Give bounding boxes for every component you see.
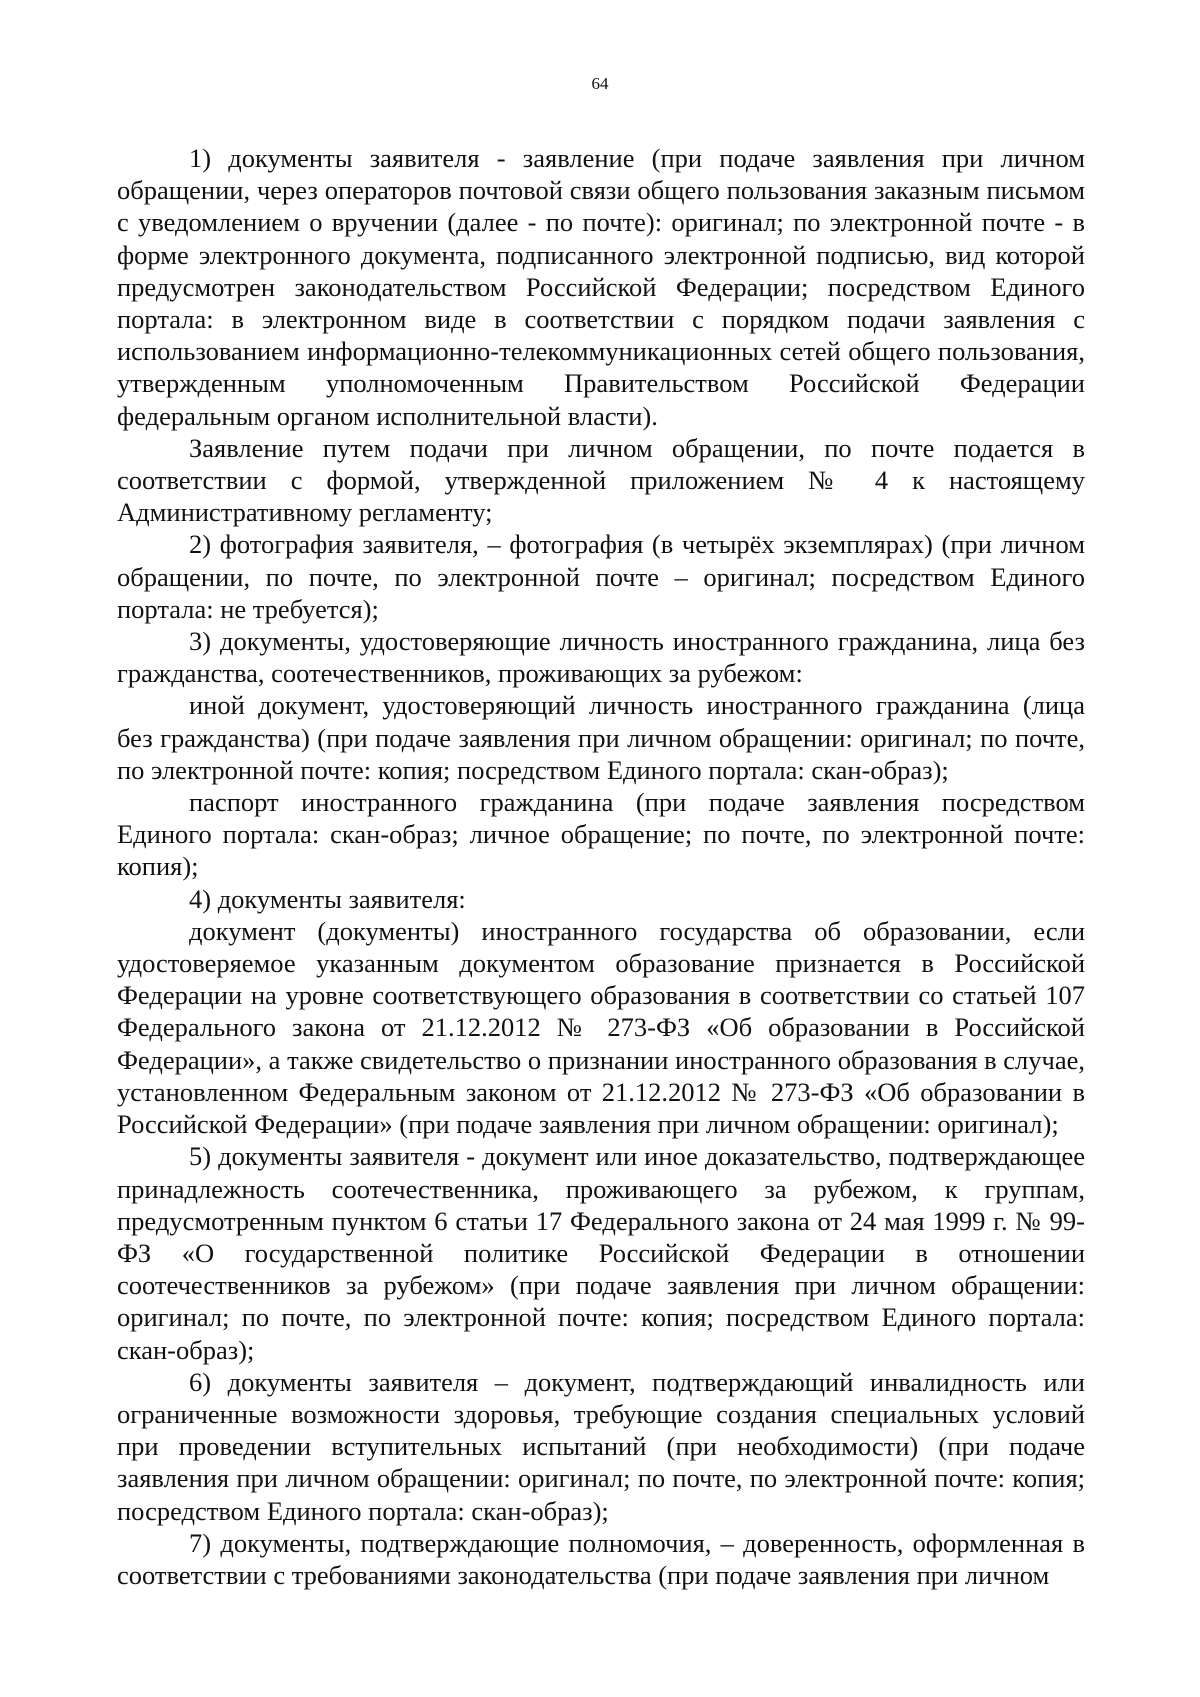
- paragraph-item-7-authority-documents: 7) документы, подтверждающие полномочия, – доверенность, оформленная в соответствии с требованиями законодательства (при подаче заявления при личном: [117, 1527, 1085, 1590]
- paragraph-foreign-passport: паспорт иностранного гражданина (при подаче заявления посредством Единого портала: скан-образ; личное обращение; по почте, по электронной почте: копия);: [117, 787, 1085, 882]
- paragraph-item-1-applicant-documents: 1) документы заявителя - заявление (при подаче заявления при личном обращении, через операторов почтовой связи общего пользования заказным письмом с уведомлением о вручении (далее - по почте): оригинал; по электронной почте - в форме электронного документа, подписанного электронной подписью, вид которой предусмотрен законодательством Российской Федерации; посредством Единого портала: в электронном виде в соответствии с порядком подачи заявления с использованием информационно-телекоммуникационных сетей общего пользования, утвержденным уполномоченным Правительством Российской Федерации федеральным органом исполнительной власти).: [117, 143, 1085, 431]
- paragraph-item-5-compatriot-proof: 5) документы заявителя - документ или иное доказательство, подтверждающее принадлежность соотечественника, проживающего за рубежом, к группам, предусмотренным пунктом 6 статьи 17 Федерального закона от 24 мая 1999 г. № 99-ФЗ «О государственной политике Российской Федерации в отношении соотечественников за рубежом» (при подаче заявления при личном обращении: оригинал; по почте, по электронной почте: копия; посредством Единого портала: скан-образ);: [117, 1141, 1085, 1365]
- document-body: [117, 142, 1085, 1591]
- paragraph-item-4-applicant-documents: 4) документы заявителя:: [189, 883, 466, 914]
- paragraph-other-identity-document: иной документ, удостоверяющий личность иностранного гражданина (лица без гражданства) (при подаче заявления при личном обращении: оригинал; по почте, по электронной почте: копия; посредством Единого портала: скан-образ);: [117, 690, 1085, 785]
- paragraph-application-form: Заявление путем подачи при личном обращении, по почте подается в соответствии с формой, утвержденной приложением № 4 к настоящему Административному регламенту;: [117, 432, 1085, 528]
- paragraph-item-3-identity-documents: 3) документы, удостоверяющие личность иностранного гражданина, лица без гражданства, соотечественников, проживающих за рубежом:: [117, 626, 1085, 689]
- paragraph-foreign-education-document: документ (документы) иностранного государства об образовании, если удостоверяемое указанным документом образование признается в Российской Федерации на уровне соответствующего образования в соответствии со статьей 107 Федерального закона от 21.12.2012 № 273-ФЗ «Об образовании в Российской Федерации», а также свидетельство о признании иностранного образования в случае, установленном Федеральным законом от 21.12.2012 № 273-ФЗ «Об образовании в Российской Федерации» (при подаче заявления при личном обращении: оригинал);: [117, 915, 1085, 1140]
- paragraph-item-6-disability-document: 6) документы заявителя – документ, подтверждающий инвалидность или ограниченные возможности здоровья, требующие создания специальных условий при проведении вступительных испытаний (при необходимости) (при подаче заявления при личном обращении: оригинал; по почте, по электронной почте: копия; посредством Единого портала: скан-образ);: [117, 1366, 1085, 1526]
- paragraph-item-2-photograph: 2) фотография заявителя, – фотография (в четырёх экземплярах) (при личном обращении, по почте, по электронной почте – оригинал; посредством Единого портала: не требуется);: [117, 529, 1085, 624]
- page-number: 64: [591, 74, 609, 93]
